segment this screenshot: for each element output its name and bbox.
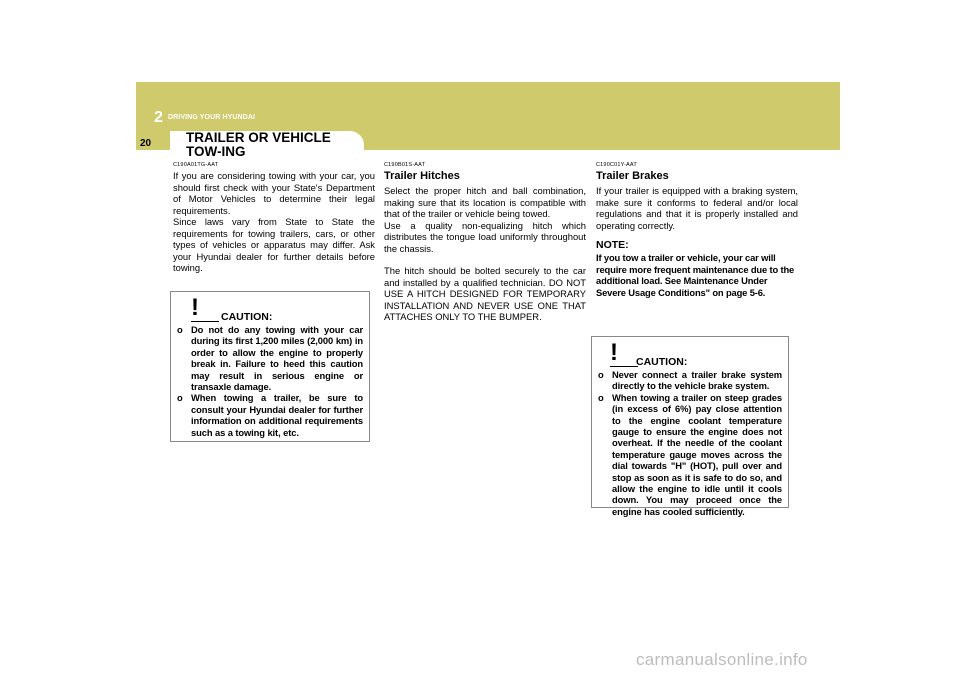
bullet: o — [598, 369, 604, 380]
caution-label: CAUTION: — [221, 311, 273, 323]
subsection-heading: Trailer Hitches — [384, 170, 460, 182]
chapter-number: 2 — [154, 109, 163, 126]
subsection-heading: Trailer Brakes — [596, 170, 669, 182]
caution-label: CAUTION: — [636, 356, 688, 368]
body-paragraph: Since laws vary from State to State the requirements for towing trailers, cars, or other types of vehicles or apparatus may differ. Ask your Hyundai dealer for further details before towing. — [173, 216, 375, 273]
watermark: carmanualsonline.info — [636, 650, 808, 669]
body-paragraph: If you are considering towing with your car, you should first check with your State's Department of Motor Vehicles to determine their legal requirements. — [173, 170, 375, 216]
warning-icon: ! — [191, 296, 219, 322]
section-code: C190C01Y-AAT — [596, 162, 637, 168]
chapter-title: DRIVING YOUR HYUNDAI — [168, 114, 256, 121]
caution-box-brakes — [591, 336, 789, 517]
section-title: TRAILER OR VEHICLE TOW-ING — [186, 130, 331, 159]
body-paragraph: Use a quality non-equalizing hitch which distributes the tongue load uniformly throughout the chassis. — [384, 219, 586, 254]
body-paragraph: The hitch should be bolted securely to the car and installed by a qualified technician. DO NOT USE A HITCH DESIGNED FOR TEMPORARY INSTALLATION AND NEVER USE ONE THAT ATTACHES ONLY TO THE BUMPER. — [384, 265, 586, 322]
bullet: o — [177, 324, 183, 335]
note-label: NOTE: — [596, 239, 629, 251]
section-code: C190A01TG-AAT — [173, 162, 219, 168]
body-paragraph: If your trailer is equipped with a braking system, make sure it conforms to federal and/or local regulations and that it is properly installed and operating correctly. — [596, 185, 798, 231]
page-number: 20 — [140, 138, 152, 149]
body-paragraph: Select the proper hitch and ball combination, making sure that its location is compatible with that of the trailer or vehicle being towed. — [384, 185, 586, 219]
caution-box-towing — [170, 291, 370, 442]
note-text: If you tow a trailer or vehicle, your car will require more frequent maintenance due to the additional load. See Maintenance Under Severe Usage Conditions" on page 5-6. — [596, 252, 795, 298]
caution-item: o Do not do any towing with your car during its first 1,200 miles (2,000 km) in order to allow the engine to properly break in. Failure to heed this caution may result in serious engine or transaxle damage. — [177, 324, 363, 393]
column-trailer-brakes — [596, 162, 798, 298]
bullet: o — [598, 391, 604, 403]
section-code: C190B01S-AAT — [384, 162, 426, 168]
caution-item: o Never connect a trailer brake system directly to the vehicle brake system. — [598, 369, 782, 392]
column-trailer-hitches — [384, 162, 586, 323]
column-towing-intro — [173, 162, 375, 274]
caution-item: o When towing a trailer on steep grades (in excess of 6%) pay close attention to the engine coolant temperature gauge to ensure the engine does not overheat. If the needle of the coolant temperature gauge moves across the dial towards "H" (HOT), pull over and stop as soon as it is safe to do so, and allow the engine to idle until it cools down. You may proceed once the engine has cooled sufficiently. — [598, 391, 782, 517]
bullet: o — [177, 392, 183, 404]
caution-item: o When towing a trailer, be sure to consult your Hyundai dealer for further information on additional requirements such as a towing kit, etc. — [177, 392, 363, 438]
warning-icon: ! — [610, 341, 638, 367]
